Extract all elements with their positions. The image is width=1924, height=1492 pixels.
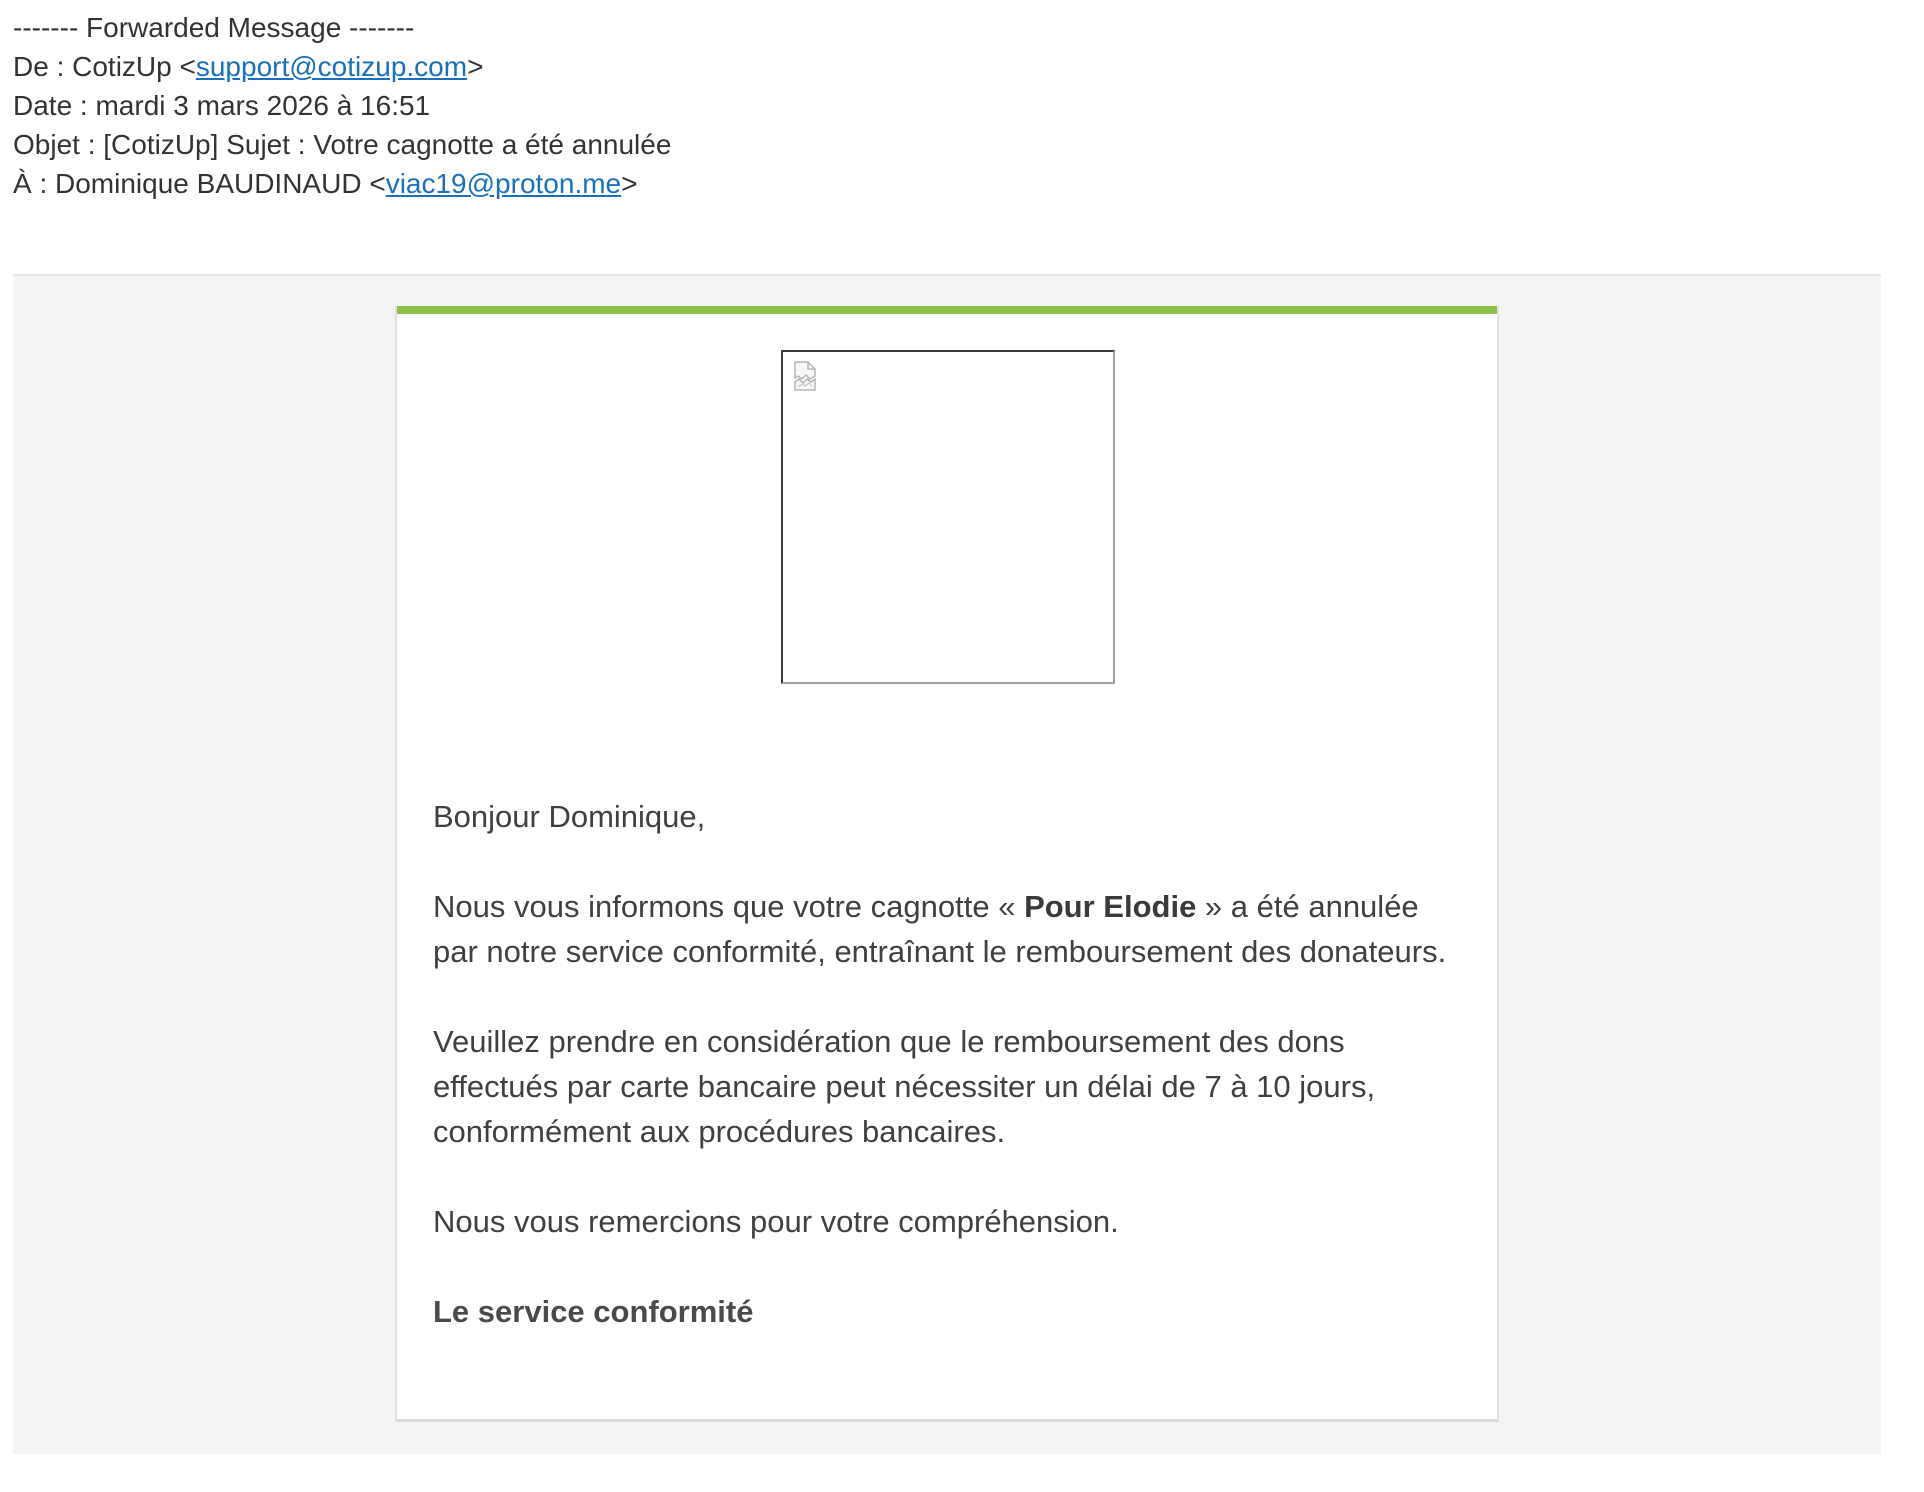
forwarded-separator-text: ------- Forwarded Message ------- [13,12,415,43]
from-line [13,47,671,86]
paragraph-cancellation-end: » a été annulée par notre service conformité, entraînant le remboursement des donateurs. [433,889,1447,969]
email-body [433,794,1453,1334]
email-card [395,306,1499,1422]
to-name: Dominique BAUDINAUD < [55,168,386,199]
date-label: Date : [13,90,96,121]
to-line [13,164,671,203]
signature: Le service conformité [433,1294,754,1329]
fundraiser-name: Pour Elodie [1024,889,1197,924]
forwarded-header [13,8,671,203]
paragraph-refund-delay: Veuillez prendre en considération que le remboursement des dons effectués par carte bancaire peut nécessiter un délai de 7 à 10 jours, conformément aux procédures bancaires. [433,1024,1376,1149]
from-close: > [467,51,484,82]
greeting: Bonjour Dominique, [433,799,706,834]
subject-label: Objet : [13,129,104,160]
date-line [13,86,671,125]
paragraph-cancellation [433,884,1453,974]
to-email-link[interactable]: viac19@proton.me [385,168,622,199]
date-value: mardi 3 mars 2026 à 16:51 [95,90,431,121]
from-label: De : [13,51,73,82]
paragraph-cancellation-start: Nous vous informons que votre cagnotte « [433,889,1025,924]
logo-image-placeholder [781,350,1115,684]
to-label: À : [13,168,56,199]
from-name: CotizUp < [72,51,196,82]
subject-line [13,125,671,164]
forwarded-separator [13,8,671,47]
paragraph-thanks: Nous vous remercions pour votre compréhension. [433,1204,1119,1239]
broken-image-icon [793,360,819,392]
to-close: > [621,168,638,199]
subject-value: [CotizUp] Sujet : Votre cagnotte a été annulée [103,129,672,160]
card-accent-bar [397,306,1497,314]
from-email-link[interactable]: support@cotizup.com [195,51,468,82]
